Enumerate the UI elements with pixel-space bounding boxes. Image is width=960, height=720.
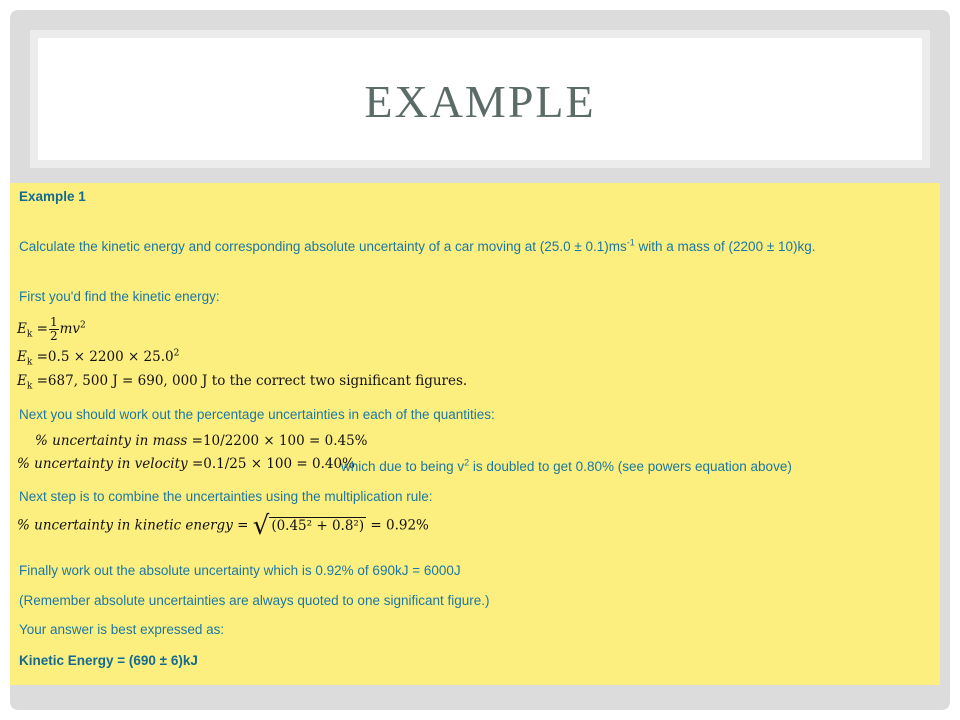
question-part-a: Calculate the kinetic energy and corresponding absolute uncertainty of a car moving at (25.0 ± 0.1)ms: [19, 239, 627, 254]
unc-ke-radicand: (0.45² + 0.8²): [271, 517, 365, 534]
eq3-expr: =687, 500 J = 690, 000 J to the correct two significant figures.: [36, 373, 468, 389]
step-absolute-uncertainty: Finally work out the absolute uncertainty which is 0.92% of 690kJ = 6000J: [19, 563, 461, 578]
equation-unc-ke: % uncertainty in kinetic energy = √ (0.45² + 0.8²) = 0.92%: [17, 511, 429, 541]
question-part-b: with a mass of (2200 ± 10)kg.: [634, 239, 816, 254]
final-answer: Kinetic Energy = (690 ± 6)kJ: [19, 653, 198, 668]
eq1-lhs: E: [17, 321, 27, 337]
question-text: [19, 239, 816, 254]
eq1-numerator: 1: [49, 315, 58, 329]
eq1-fraction: [49, 316, 59, 343]
velocity-doubling-note: [341, 459, 792, 474]
unc-velocity-label: % uncertainty in velocity: [17, 456, 188, 472]
step-percentage-uncertainties: Next you should work out the percentage uncertainties in each of the quantities:: [19, 407, 495, 422]
eq2-sup: 2: [173, 348, 180, 359]
eq1-denominator: 2: [49, 329, 58, 343]
eq3-sub: k: [26, 381, 33, 392]
equation-unc-mass: [35, 433, 368, 449]
velocity-note-a: which due to being v: [341, 459, 465, 474]
example-heading: Example 1: [19, 189, 86, 204]
eq1-sub: k: [26, 329, 33, 340]
eq1-rest: mv: [59, 321, 81, 337]
sqrt-icon: √: [252, 511, 270, 541]
unc-mass-label: % uncertainty in mass: [35, 433, 188, 449]
step-answer-intro: Your answer is best expressed as:: [19, 622, 225, 637]
eq1-sup: 2: [80, 320, 86, 331]
equation-unc-velocity: [17, 456, 355, 472]
eq3-lhs: E: [17, 373, 27, 389]
velocity-note-sup: 2: [464, 457, 470, 468]
equation-ke-formula: $E_k$ = $\frac{1}{2}$ $mv^2$: [17, 315, 86, 343]
question-superscript: -1: [626, 237, 635, 248]
unc-ke-result: = 0.92%: [370, 517, 429, 534]
slide-title: EXAMPLE: [364, 75, 596, 127]
step-significant-figure-note: (Remember absolute uncertainties are always quoted to one significant figure.): [19, 593, 490, 608]
step-combine-uncertainties: Next step is to combine the uncertainties using the multiplication rule:: [19, 489, 433, 504]
step-find-ke: First you'd find the kinetic energy:: [19, 289, 220, 304]
eq2-expr: =0.5 × 2200 × 25.0: [36, 349, 174, 365]
example-content-panel: [10, 183, 940, 685]
eq2-lhs: E: [17, 349, 27, 365]
unc-ke-label: % uncertainty in kinetic energy: [17, 517, 233, 534]
unc-mass-expr: =10/2200 × 100 = 0.45%: [191, 433, 368, 449]
equation-ke-substitution: [17, 348, 180, 368]
eq2-sub: k: [26, 357, 33, 368]
title-box: [30, 30, 930, 168]
unc-velocity-expr: =0.1/25 × 100 = 0.40%: [191, 456, 355, 472]
velocity-note-b: is doubled to get 0.80% (see powers equation above): [469, 459, 792, 474]
equation-ke-result: [17, 373, 468, 392]
